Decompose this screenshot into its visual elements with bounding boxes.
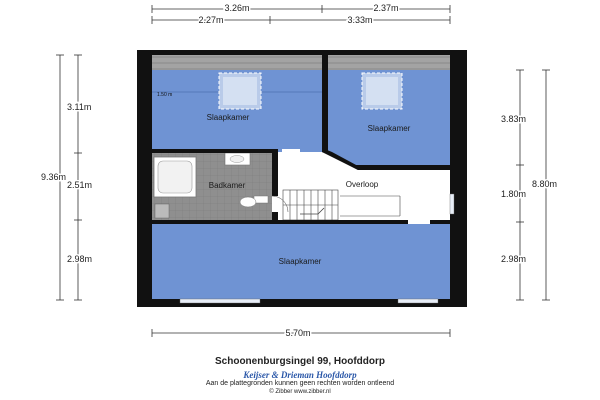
credit: © Zibber www.zibber.nl: [269, 389, 331, 395]
dim-top-4: 3.33m: [347, 15, 373, 25]
washing-machine: [155, 204, 169, 218]
dim-top-3: 2.27m: [198, 15, 224, 25]
agent-name: Keijser & Drieman Hoofddorp: [243, 370, 357, 380]
dim-right-3: 2.98m: [501, 254, 527, 264]
sink: [225, 153, 250, 165]
disclaimer: Aan de plattegronden kunnen geen rechten worden ontleend: [205, 380, 395, 387]
window-bottom-left: [180, 299, 260, 303]
dim-top-2: 2.37m: [373, 3, 399, 13]
label-slaapkamer-left: Slaapkamer: [206, 113, 250, 122]
staircase: [283, 190, 338, 220]
dim-left-1: 3.11m: [67, 102, 92, 112]
dim-top-1: 3.26m: [224, 3, 250, 13]
door-slaapkamer-bottom: [408, 220, 430, 224]
window-bottom-right: [398, 299, 438, 303]
dim-left-2: 2.51m: [67, 180, 93, 190]
skylight-left: [219, 73, 261, 109]
roof-band-right: [328, 55, 450, 70]
label-badkamer: Badkamer: [208, 181, 246, 190]
skylight-right: [362, 73, 402, 109]
bathtub: [154, 157, 196, 197]
label-overloop: Overloop: [345, 180, 379, 189]
dim-left-total: 9.36m: [41, 172, 67, 182]
dim-left-3: 2.98m: [67, 254, 93, 264]
dim-right-2: 1.80m: [501, 189, 527, 199]
top-dimension-lines: [152, 5, 450, 24]
door-badkamer: [272, 196, 278, 212]
height-note: 1.50 m: [157, 92, 173, 98]
dim-right-1: 3.83m: [501, 114, 527, 124]
dim-right-total: 8.80m: [532, 179, 558, 189]
dim-bottom: 5.70m: [285, 328, 311, 338]
label-slaapkamer-bottom: Slaapkamer: [278, 257, 322, 266]
window-right: [450, 194, 454, 214]
address-title: Schoonenburgsingel 99, Hoofddorp: [215, 356, 385, 367]
roof-band-left: [152, 55, 322, 70]
door-slaapkamer-left: [282, 149, 300, 153]
label-slaapkamer-right: Slaapkamer: [367, 124, 411, 133]
